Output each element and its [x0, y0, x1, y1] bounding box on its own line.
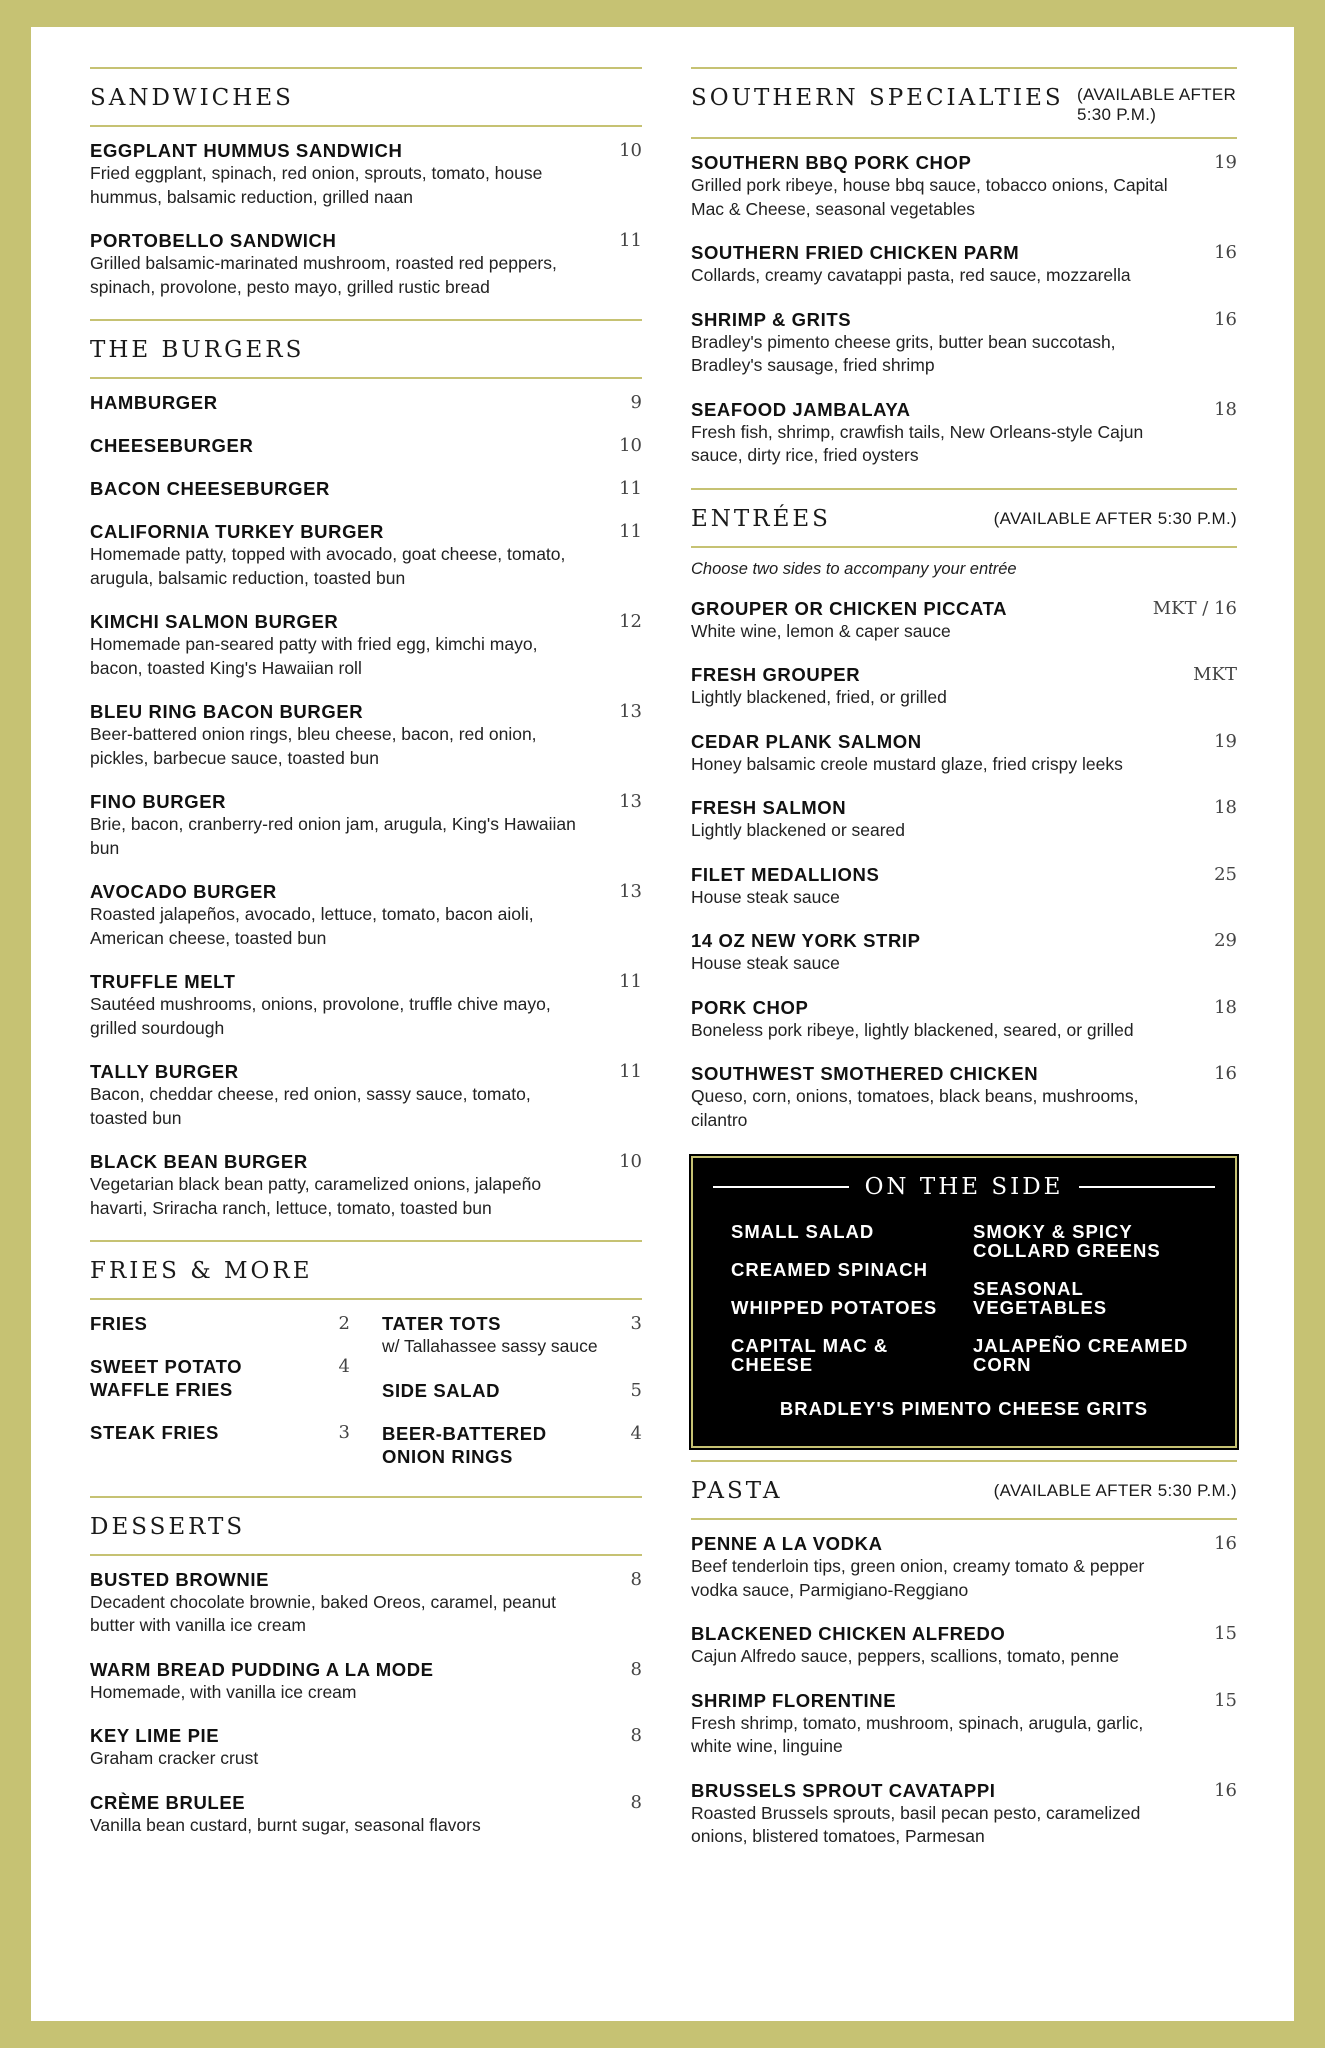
menu-item — [90, 1724, 642, 1771]
menu-item-name: BLACK BEAN BURGER — [90, 1151, 308, 1172]
menu-item-description: House steak sauce — [691, 886, 840, 907]
menu-item — [90, 1568, 642, 1638]
menu-item-name: FRIES — [90, 1313, 148, 1334]
menu-item-price: 11 — [619, 971, 642, 992]
side-item: SEASONAL VEGETABLES — [973, 1278, 1108, 1318]
side-title: ON THE SIDE — [864, 1174, 1064, 1200]
fries-right-list — [382, 1312, 642, 1488]
menu-item — [691, 796, 1237, 843]
section-title: SOUTHERN SPECIALTIES — [691, 85, 1064, 111]
section-title: THE BURGERS — [90, 337, 305, 363]
side-title-row — [713, 1174, 1215, 1200]
fries-left-list — [90, 1312, 350, 1488]
menu-item-body — [90, 970, 619, 1040]
menu-item-name: BACON CHEESEBURGER — [90, 478, 331, 499]
menu-item-name: PENNE A LA VODKA — [691, 1533, 883, 1554]
menu-item-name: CRÈME BRULEE — [90, 1791, 246, 1813]
menu-item-price: 29 — [1214, 930, 1237, 951]
menu-item-body — [90, 790, 619, 860]
menu-item-description: Sautéed mushrooms, onions, provolone, truffle chive mayo, grilled sourdough — [90, 994, 551, 1038]
section-title: DESSERTS — [90, 1513, 246, 1540]
menu-item — [691, 1062, 1237, 1132]
menu-item-name: SOUTHERN BBQ PORK CHOP — [691, 152, 972, 173]
menu-item — [90, 1150, 642, 1220]
menu-item — [90, 1421, 350, 1444]
menu-item-name: FILET MEDALLIONS — [691, 863, 880, 885]
menu-item-body — [382, 1312, 631, 1359]
menu-item-body — [691, 730, 1214, 777]
section-title: FRIES & MORE — [90, 1258, 313, 1284]
side-item: CAPITAL MAC & CHEESE — [731, 1335, 889, 1375]
menu-item-body — [90, 1724, 631, 1771]
section-title: SANDWICHES — [90, 85, 294, 111]
desserts-section — [90, 1496, 642, 1838]
menu-item-body — [382, 1422, 631, 1468]
divider — [1079, 1186, 1215, 1188]
menu-item-price: 18 — [1214, 797, 1237, 818]
menu-item-body — [90, 1150, 619, 1220]
menu-item-description: Grilled balsamic-marinated mushroom, roasted red peppers, spinach, provolone, pesto mayo, grilled rustic bread — [90, 253, 557, 297]
menu-item-description: Graham cracker crust — [90, 1748, 259, 1768]
menu-page — [31, 27, 1294, 2021]
menu-item-name: STEAK FRIES — [90, 1422, 219, 1443]
side-grid — [731, 1222, 1215, 1393]
side-right-list — [973, 1222, 1215, 1393]
section-header — [90, 319, 642, 379]
menu-item-description: Cajun Alfredo sauce, peppers, scallions, tomato, penne — [691, 1646, 1120, 1666]
menu-item-name: SOUTHERN FRIED CHICKEN PARM — [691, 242, 1020, 263]
menu-item-price: 11 — [619, 521, 642, 542]
menu-item-description: Roasted jalapeños, avocado, lettuce, tomato, bacon aioli, American cheese, toasted bun — [90, 904, 534, 948]
menu-item-price: 5 — [630, 1379, 642, 1401]
menu-item-price: 11 — [619, 1061, 642, 1082]
menu-item-description: Homemade pan-seared patty with fried egg, kimchi mayo, bacon, toasted King's Hawaiian roll — [90, 634, 538, 678]
menu-item-name: FRESH GROUPER — [691, 664, 861, 685]
menu-item — [691, 863, 1237, 910]
menu-item-name: FINO BURGER — [90, 791, 227, 812]
menu-item — [90, 970, 642, 1040]
menu-item-body — [691, 1532, 1214, 1602]
menu-item-price: 13 — [619, 791, 642, 812]
divider — [713, 1186, 849, 1188]
menu-item-body — [691, 241, 1214, 288]
menu-item-description: Lightly blackened or seared — [691, 820, 906, 840]
menu-item-body — [90, 229, 619, 299]
menu-item-name: SHRIMP & GRITS — [691, 308, 852, 330]
menu-item-body — [691, 308, 1214, 378]
menu-item-description: Honey balsamic creole mustard glaze, fried crispy leeks — [691, 753, 1123, 774]
menu-item-price: 8 — [630, 1725, 642, 1746]
side-item: CREAMED SPINACH — [731, 1259, 928, 1280]
menu-item-price: 16 — [1214, 1063, 1237, 1084]
menu-item-description: Homemade, with vanilla ice cream — [90, 1681, 357, 1702]
menu-item-description: Beer-battered onion rings, bleu cheese, bacon, red onion, pickles, barbecue sauce, toasted bun — [90, 724, 537, 768]
side-left-list — [731, 1222, 973, 1393]
menu-item-name: BLEU RING BACON BURGER — [90, 701, 364, 722]
menu-item-name: CALIFORNIA TURKEY BURGER — [90, 521, 384, 542]
side-item: JALAPEÑO CREAMED CORN — [973, 1335, 1189, 1375]
southern-section — [691, 67, 1237, 468]
on-the-side-box — [691, 1156, 1237, 1448]
menu-item-price: 2 — [338, 1313, 350, 1334]
menu-item — [691, 996, 1237, 1043]
menu-item — [90, 700, 642, 770]
menu-item-price: 25 — [1214, 863, 1237, 885]
section-header — [90, 67, 642, 127]
menu-item-price: 19 — [1214, 730, 1237, 752]
menu-item — [90, 477, 642, 500]
menu-item-body — [382, 1379, 631, 1402]
menu-item-body — [691, 863, 1214, 910]
menu-item-body — [691, 663, 1193, 710]
menu-item-description: Boneless pork ribeye, lightly blackened, seared, or grilled — [691, 1019, 1134, 1040]
menu-item — [691, 241, 1237, 288]
menu-item-price: 4 — [630, 1422, 642, 1444]
menu-item-name: SWEET POTATO WAFFLE FRIES — [90, 1356, 243, 1400]
menu-item — [90, 434, 642, 457]
left-column — [90, 67, 642, 1857]
menu-item-body — [90, 391, 631, 414]
menu-item-price: 13 — [619, 701, 642, 722]
side-item: SMOKY & SPICY COLLARD GREENS — [973, 1221, 1161, 1261]
menu-item-price: 3 — [630, 1313, 642, 1334]
menu-item-body — [691, 1062, 1214, 1132]
menu-item-body — [90, 1568, 631, 1638]
menu-item — [90, 880, 642, 950]
menu-item-name: CEDAR PLANK SALMON — [691, 730, 922, 752]
menu-item — [382, 1379, 642, 1402]
menu-item-description: Roasted Brussels sprouts, basil pecan pesto, caramelized onions, blistered tomatoes, Parmesan — [691, 1802, 1141, 1846]
menu-item-body — [90, 610, 619, 680]
menu-item-price: 11 — [619, 230, 642, 251]
menu-item-body — [691, 929, 1214, 976]
burgers-section — [90, 319, 642, 1220]
menu-item-price: 10 — [619, 140, 642, 161]
menu-item — [691, 663, 1237, 710]
section-header — [691, 67, 1237, 139]
section-title: ENTRÉES — [691, 505, 831, 532]
menu-item — [90, 139, 642, 209]
menu-item-name: BEER-BATTERED ONION RINGS — [382, 1422, 547, 1467]
menu-item-name: PORK CHOP — [691, 996, 809, 1018]
menu-item-body — [691, 1622, 1214, 1669]
menu-item — [90, 229, 642, 299]
menu-item-description: Vanilla bean custard, burnt sugar, seasonal flavors — [90, 1814, 481, 1835]
menu-item — [90, 1312, 350, 1335]
menu-item-name: BLACKENED CHICKEN ALFREDO — [691, 1623, 1006, 1644]
menu-item-description: Bacon, cheddar cheese, red onion, sassy sauce, tomato, toasted bun — [90, 1084, 531, 1128]
menu-item-name: GROUPER OR CHICKEN PICCATA — [691, 597, 1008, 619]
menu-item-price: 8 — [630, 1791, 642, 1813]
menu-item — [691, 1532, 1237, 1602]
menu-item-description: Bradley's pimento cheese grits, butter bean succotash, Bradley's sausage, fried shrimp — [691, 331, 1116, 375]
section-header — [691, 488, 1237, 548]
menu-item-name: SIDE SALAD — [382, 1379, 501, 1401]
menu-item-body — [90, 139, 619, 209]
menu-item-name: KIMCHI SALMON BURGER — [90, 611, 339, 632]
menu-item-description: Fried eggplant, spinach, red onion, sprouts, tomato, house hummus, balsamic reduction, grilled naan — [90, 163, 543, 207]
menu-item-name: HAMBURGER — [90, 392, 218, 413]
menu-item-body — [90, 1791, 631, 1838]
section-header — [90, 1240, 642, 1300]
menu-item-description: Lightly blackened, fried, or grilled — [691, 687, 947, 707]
menu-item-price: 16 — [1214, 308, 1237, 330]
menu-item-price: 8 — [630, 1658, 642, 1680]
menu-item-body — [90, 880, 619, 950]
menu-item-name: FRESH SALMON — [691, 797, 847, 818]
side-item: WHIPPED POTATOES — [731, 1297, 938, 1318]
section-header — [691, 1460, 1237, 1520]
menu-list — [90, 139, 642, 299]
menu-item-body — [90, 1060, 619, 1130]
sandwiches-section — [90, 67, 642, 299]
side-item: BRADLEY'S PIMENTO CHEESE GRITS — [779, 1398, 1149, 1419]
menu-item — [691, 308, 1237, 378]
menu-item-name: EGGPLANT HUMMUS SANDWICH — [90, 140, 403, 161]
menu-item-body — [90, 1658, 631, 1705]
availability-note: (AVAILABLE AFTER 5:30 P.M.) — [1077, 85, 1237, 124]
menu-item-name: TRUFFLE MELT — [90, 971, 236, 992]
menu-item-body — [90, 1355, 339, 1401]
menu-item-description: w/ Tallahassee sassy sauce — [382, 1336, 598, 1356]
menu-item-body — [691, 151, 1214, 221]
availability-note: (AVAILABLE AFTER 5:30 P.M.) — [993, 508, 1237, 528]
pasta-section — [691, 1460, 1237, 1849]
menu-item — [90, 1658, 642, 1705]
menu-item — [691, 929, 1237, 976]
fries-grid — [90, 1312, 642, 1488]
menu-item-description: Homemade patty, topped with avocado, goat cheese, tomato, arugula, balsamic reduction, toasted bun — [90, 544, 566, 588]
menu-item-name: WARM BREAD PUDDING A LA MODE — [90, 1658, 434, 1680]
menu-item-description: Vegetarian black bean patty, caramelized onions, jalapeño havarti, Sriracha ranch, lettuce, tomato, toasted bun — [90, 1174, 542, 1218]
menu-item-description: White wine, lemon & caper sauce — [691, 620, 951, 641]
menu-item-price: 19 — [1214, 152, 1237, 173]
menu-item-name: KEY LIME PIE — [90, 1725, 220, 1746]
menu-item-description: Brie, bacon, cranberry-red onion jam, arugula, King's Hawaiian bun — [90, 814, 576, 858]
menu-item-body — [90, 1312, 339, 1335]
menu-item-name: SHRIMP FLORENTINE — [691, 1689, 897, 1711]
menu-item-body — [691, 597, 1153, 644]
menu-list — [691, 597, 1237, 1133]
menu-item-body — [691, 1779, 1214, 1849]
menu-item-price: 10 — [619, 435, 642, 456]
menu-item — [90, 1355, 350, 1401]
menu-item-description: House steak sauce — [691, 953, 840, 973]
side-item: SMALL SALAD — [731, 1221, 875, 1242]
menu-item-price: MKT / 16 — [1152, 597, 1237, 619]
menu-item-price: 13 — [619, 881, 642, 902]
menu-item — [691, 1779, 1237, 1849]
menu-item-name: CHEESEBURGER — [90, 435, 254, 456]
menu-item — [691, 1689, 1237, 1759]
menu-item-price: 12 — [619, 611, 642, 632]
menu-list — [90, 391, 642, 1220]
menu-item-price: 3 — [338, 1422, 350, 1443]
menu-item-name: AVOCADO BURGER — [90, 881, 277, 902]
menu-item-body — [90, 1421, 339, 1444]
menu-item-price: 16 — [1214, 1533, 1237, 1554]
menu-item-price: 16 — [1214, 1779, 1237, 1801]
menu-item-price: 15 — [1214, 1623, 1237, 1644]
menu-item — [382, 1422, 642, 1468]
menu-item-price: 9 — [630, 392, 642, 413]
availability-note: (AVAILABLE AFTER 5:30 P.M.) — [993, 1481, 1237, 1500]
menu-item-body — [90, 700, 619, 770]
menu-item-name: TALLY BURGER — [90, 1061, 239, 1082]
menu-item-price: 15 — [1214, 1689, 1237, 1711]
menu-item-body — [90, 434, 619, 457]
menu-item-price: MKT — [1193, 664, 1237, 685]
menu-item-price: 18 — [1214, 996, 1237, 1018]
section-header — [90, 1496, 642, 1556]
menu-item — [90, 520, 642, 590]
menu-list — [691, 151, 1237, 468]
menu-item-body — [691, 796, 1214, 843]
menu-item — [691, 1622, 1237, 1669]
menu-item — [691, 151, 1237, 221]
menu-list — [691, 1532, 1237, 1849]
menu-item-name: SOUTHWEST SMOTHERED CHICKEN — [691, 1063, 1039, 1084]
entrees-section — [691, 488, 1237, 1133]
menu-item-description: Fresh fish, shrimp, crawfish tails, New Orleans-style Cajun sauce, dirty rice, fried oysters — [691, 421, 1144, 465]
menu-item-description: Fresh shrimp, tomato, mushroom, spinach, arugula, garlic, white wine, linguine — [691, 1712, 1144, 1756]
menu-item-name: BRUSSELS SPROUT CAVATAPPI — [691, 1779, 996, 1801]
menu-item — [691, 398, 1237, 468]
menu-item-name: 14 OZ NEW YORK STRIP — [691, 930, 921, 951]
entrees-intro: Choose two sides to accompany your entrée — [691, 559, 1017, 578]
menu-item-name: BUSTED BROWNIE — [90, 1568, 270, 1590]
menu-item-price: 11 — [619, 478, 642, 499]
menu-item-price: 8 — [630, 1568, 642, 1590]
menu-item-description: Collards, creamy cavatappi pasta, red sauce, mozzarella — [691, 265, 1131, 285]
menu-item — [382, 1312, 642, 1359]
menu-item-body — [691, 996, 1214, 1043]
section-title: PASTA — [691, 1478, 783, 1504]
menu-item — [90, 610, 642, 680]
menu-item-description: Queso, corn, onions, tomatoes, black beans, mushrooms, cilantro — [691, 1086, 1139, 1130]
menu-item-body — [90, 477, 619, 500]
menu-item-name: PORTOBELLO SANDWICH — [90, 230, 337, 251]
menu-item — [90, 1791, 642, 1838]
menu-item-body — [691, 1689, 1214, 1759]
menu-item-price: 4 — [338, 1356, 350, 1377]
menu-item — [90, 1060, 642, 1130]
menu-item — [691, 597, 1237, 644]
menu-item — [90, 391, 642, 414]
menu-item-price: 18 — [1214, 398, 1237, 420]
right-column — [691, 67, 1237, 1869]
menu-item-body — [90, 520, 619, 590]
menu-item-name: TATER TOTS — [382, 1313, 502, 1334]
menu-item — [90, 790, 642, 860]
menu-item-description: Decadent chocolate brownie, baked Oreos, caramel, peanut butter with vanilla ice cream — [90, 1591, 556, 1635]
menu-item-body — [691, 398, 1214, 468]
menu-item-description: Beef tenderloin tips, green onion, creamy tomato & pepper vodka sauce, Parmigiano-Reggiano — [691, 1556, 1145, 1600]
menu-item-description: Grilled pork ribeye, house bbq sauce, tobacco onions, Capital Mac & Cheese, seasonal vegetables — [691, 175, 1168, 219]
menu-item-price: 16 — [1214, 242, 1237, 263]
menu-item-name: SEAFOOD JAMBALAYA — [691, 398, 911, 420]
menu-item-price: 10 — [619, 1151, 642, 1172]
menu-item — [691, 730, 1237, 777]
menu-list — [90, 1568, 642, 1838]
fries-section — [90, 1240, 642, 1488]
